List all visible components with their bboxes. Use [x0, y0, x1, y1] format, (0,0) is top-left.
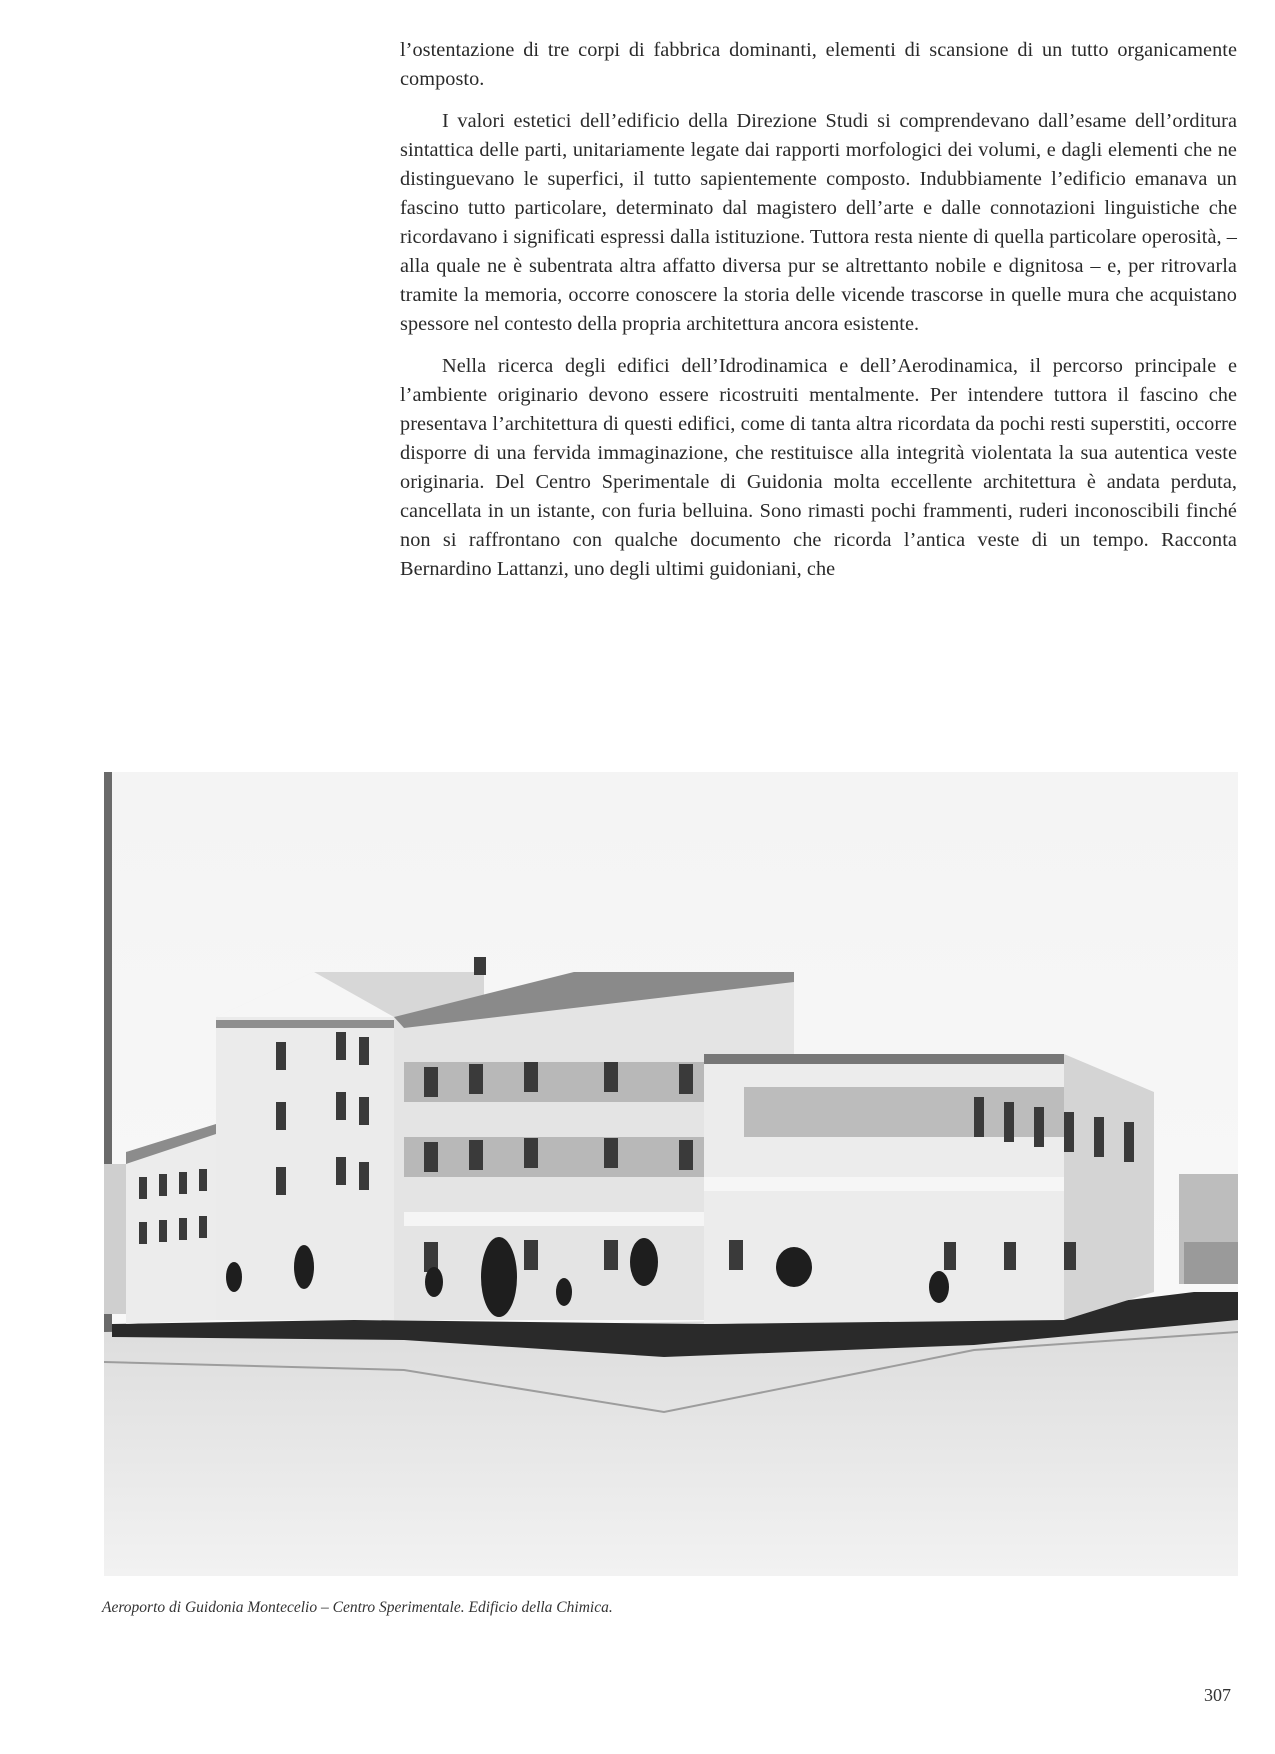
body-text: [400, 36, 1237, 597]
building-photo: [104, 772, 1238, 1576]
photo-caption: Aeroporto di Guidonia Montecelio – Centro Sperimentale. Edificio della Chimica.: [102, 1599, 613, 1616]
page-number: 307: [1204, 1685, 1231, 1705]
paragraph-idrodinamica: Nella ricerca degli edifici dell’Idrodinamica e dell’Aerodinamica, il percorso principale e l’ambiente originario devono essere ricostruiti mentalmente. Per intendere tuttora il fascino che presentava l’architettura di questi edifici, come di tanta altra ricordata da pochi resti superstiti, occorre disporre di una fervida immaginazione, che restituisce alla integrità violentata la sua autentica veste originaria. Del Centro Sperimentale di Guidonia molta eccellente architettura è andata perduta, cancellata in un istante, con furia belluina. Sono rimasti pochi frammenti, ruderi inconoscibili finché non si raffrontano con qualche documento che ricorda l’antica veste di un tempo. Racconta Bernardino Lattanzi, uno degli ultimi guidoniani, che: [400, 355, 1237, 580]
paragraph-direzione-studi: I valori estetici dell’edificio della Direzione Studi si comprendevano dall’esame dell’orditura sintattica delle parti, unitariamente legate dai rapporti morfologici dei volumi, e dagli elementi che ne distinguevano le superfici, il tutto sapientemente composto. Indubbiamente l’edificio emanava un fascino tutto particolare, determinato dal magistero dell’arte e dalle connotazioni linguistiche che ricordavano i significati espressi dalla istituzione. Tuttora resta niente di quella particolare operosità, – alla quale ne è subentrata altra affatto diversa pur se altrettanto nobile e dignitosa – e, per ritrovarla tramite la memoria, occorre conoscere la storia delle vicende trascorse in quelle mura che acquistano spessore nel contesto della propria architettura ancora esistente.: [400, 110, 1237, 335]
paragraph-continuation: l’ostentazione di tre corpi di fabbrica dominanti, elementi di scansione di un tutto organicamente composto.: [400, 39, 1237, 90]
